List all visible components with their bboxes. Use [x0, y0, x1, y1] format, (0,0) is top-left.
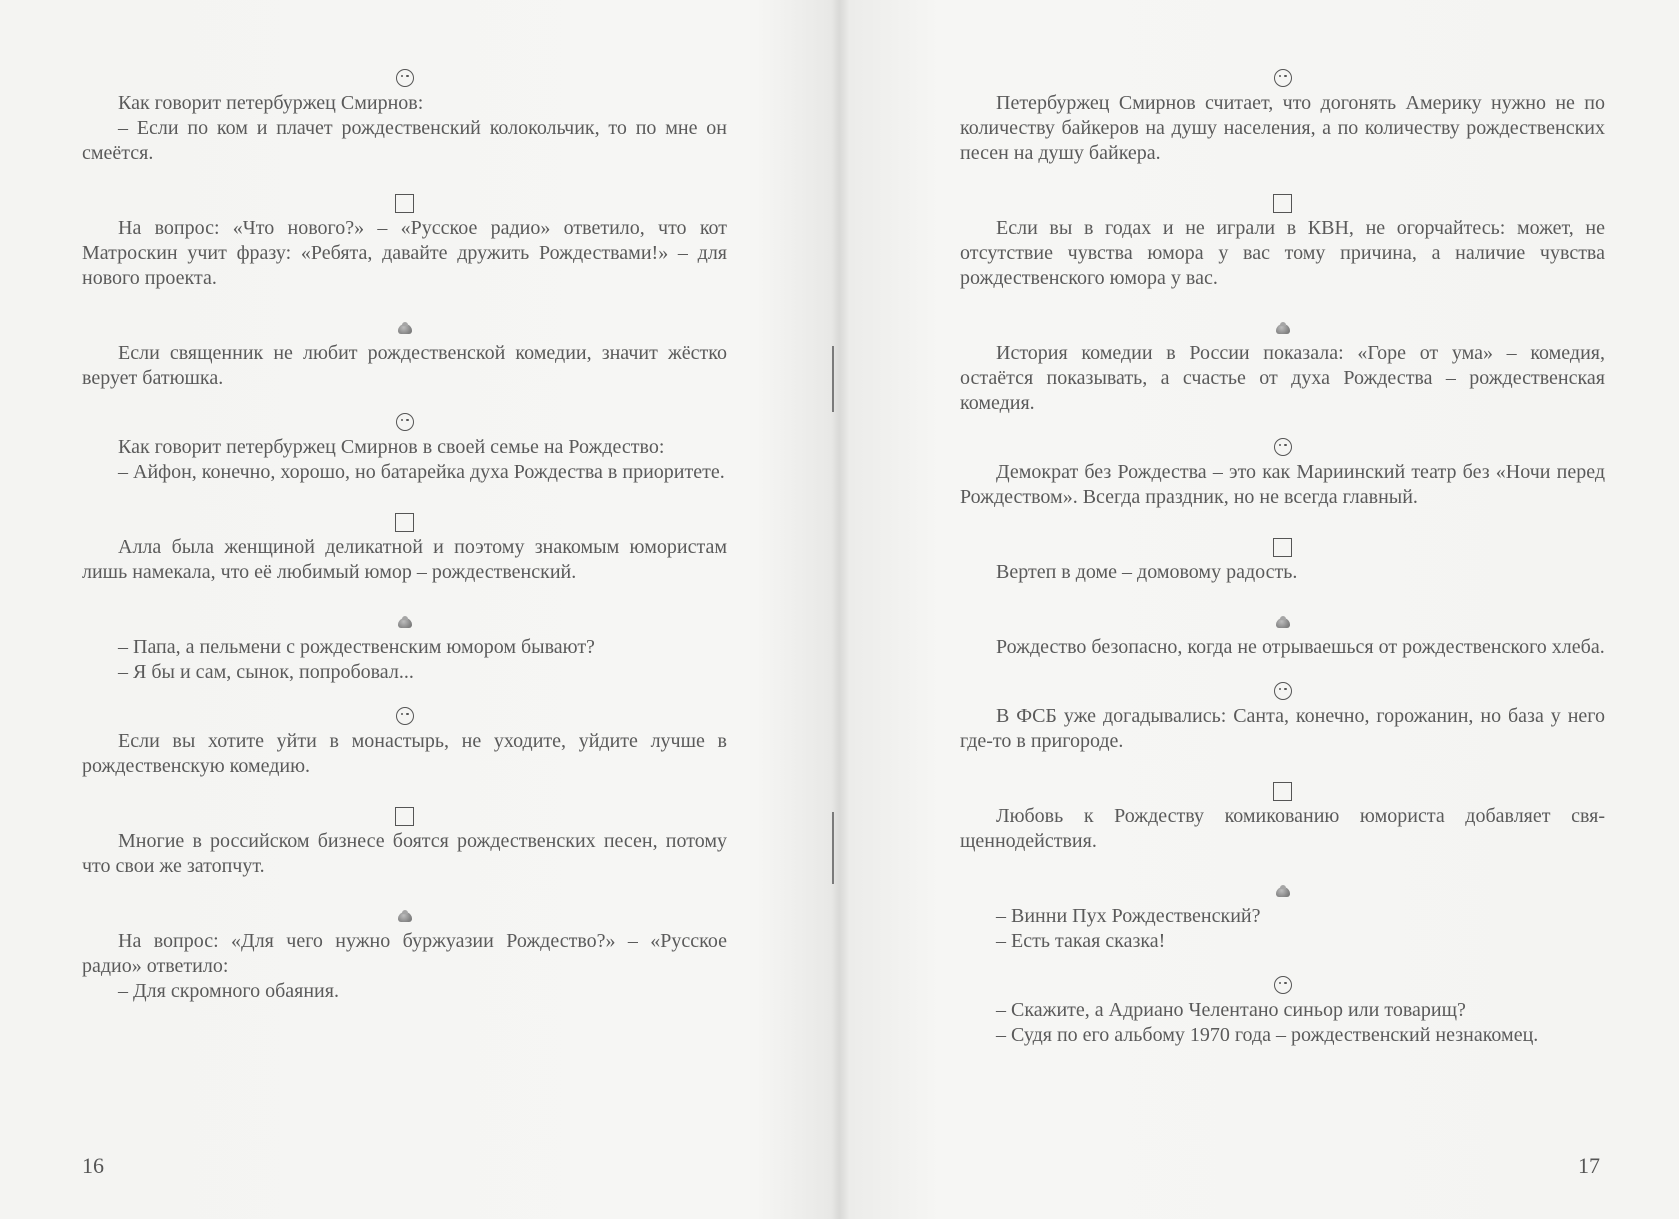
- paragraph: – Айфон, конечно, хорошо, но батарейка духа Рождества в приоритете.: [118, 461, 725, 483]
- joke-entry: [960, 341, 1605, 416]
- paragraph: – Скажите, а Адриано Челентано синьор или товарищ?: [996, 999, 1466, 1021]
- separator: [960, 678, 1605, 704]
- paragraph: На вопрос: «Что нового?» – «Русское радио» ответило, что кот Матроскин учит фразу: «Ребята, давайте дружить Рождествами!» – для нового проекта.: [82, 217, 727, 289]
- joke-entry: [82, 341, 727, 391]
- separator: [82, 190, 727, 216]
- page-number: 16: [82, 1153, 104, 1178]
- joke-entry: [960, 635, 1605, 660]
- smile-icon: [1274, 682, 1292, 700]
- smile-icon: [396, 413, 414, 431]
- paragraph: – Для скромного обаяния.: [118, 980, 339, 1002]
- page-number: 17: [1578, 1153, 1600, 1178]
- separator: [960, 778, 1605, 804]
- paragraph: Если вы хотите уйти в монастырь, не уходите, уйдите лучше в рождественскую комедию.: [82, 730, 727, 777]
- paragraph: Как говорит петербуржец Смирнов в своей семье на Рождество:: [118, 436, 665, 458]
- separator: [960, 315, 1605, 341]
- square-icon: [1273, 194, 1292, 213]
- paragraph: Рождество безопасно, когда не отрываешься от рождественского хлеба.: [996, 636, 1605, 658]
- separator: [82, 409, 727, 435]
- separator: [960, 609, 1605, 635]
- separator: [960, 190, 1605, 216]
- paragraph: Если священник не любит рождественской комедии, значит жёстко верует батюшка.: [82, 342, 727, 389]
- square-icon: [395, 807, 414, 826]
- joke-entry: [960, 460, 1605, 510]
- separator: [82, 703, 727, 729]
- joke-entry: [82, 829, 727, 879]
- paragraph: – Винни Пух Рождественский?: [996, 905, 1261, 927]
- paragraph: Алла была женщиной деликатной и поэтому знакомым юмористам лишь намекала, что её любимый юмор – рождественский.: [82, 536, 727, 583]
- smile-icon: [1274, 69, 1292, 87]
- pile-icon: [1274, 885, 1292, 897]
- paragraph: Любовь к Рождеству комикованию юмориста добавляет священнодействия.: [960, 805, 1605, 852]
- paragraph: В ФСБ уже догадывались: Санта, конечно, горожанин, но база у него где-то в пригороде.: [960, 705, 1605, 752]
- joke-entry: [960, 560, 1605, 585]
- joke-entry: [82, 91, 727, 166]
- joke-entry: [960, 804, 1605, 854]
- separator: [960, 534, 1605, 560]
- separator: [82, 65, 727, 91]
- pile-icon: [396, 616, 414, 628]
- separator: [960, 65, 1605, 91]
- separator: [82, 609, 727, 635]
- right-page-text: [960, 64, 1605, 1048]
- smile-icon: [396, 69, 414, 87]
- separator: [960, 878, 1605, 904]
- paragraph: Если вы в годах и не играли в КВН, не огорчайтесь: может, не отсутствие чувства юмора у вас тому причина, а наличие чувства рождественского юмора у вас.: [960, 217, 1605, 289]
- joke-entry: [960, 91, 1605, 166]
- separator: [82, 509, 727, 535]
- joke-entry: [82, 635, 727, 685]
- joke-entry: [82, 435, 727, 485]
- joke-entry: [960, 904, 1605, 954]
- paragraph: Многие в российском бизнесе боятся рождественских песен, потому что свои же затопчут.: [82, 830, 727, 877]
- joke-entry: [960, 216, 1605, 291]
- square-icon: [1273, 538, 1292, 557]
- left-page-text: [82, 64, 727, 1004]
- smile-icon: [1274, 438, 1292, 456]
- paragraph: Как говорит петербуржец Смирнов:: [118, 92, 424, 114]
- paragraph: История комедии в России показала: «Горе от ума» – комедия, остаётся показывать, а счастье от духа Рождества – рождественская комедия.: [960, 342, 1605, 414]
- joke-entry: [82, 929, 727, 1004]
- pile-icon: [396, 910, 414, 922]
- paragraph: Петербуржец Смирнов считает, что догонять Америку нужно не по количеству байкеров на душу населения, а по количеству рождественских песен на душу байкера.: [960, 92, 1605, 164]
- separator: [82, 315, 727, 341]
- paragraph: – Папа, а пельмени с рождественским юмором бывают?: [118, 636, 595, 658]
- separator: [82, 803, 727, 829]
- square-icon: [395, 194, 414, 213]
- smile-icon: [1274, 976, 1292, 994]
- paragraph: – Есть такая сказка!: [996, 930, 1166, 952]
- paragraph: Вертеп в доме – домовому радость.: [996, 561, 1298, 583]
- joke-entry: [82, 729, 727, 779]
- paragraph: – Если по ком и плачет рождественский колокольчик, то по мне он смеётся.: [82, 117, 727, 164]
- paragraph: На вопрос: «Для чего нужно буржуазии Рождество?» – «Русское радио» ответило:: [82, 930, 727, 977]
- pile-icon: [396, 322, 414, 334]
- square-icon: [1273, 782, 1292, 801]
- joke-entry: [82, 535, 727, 585]
- square-icon: [395, 513, 414, 532]
- separator: [960, 434, 1605, 460]
- pile-icon: [1274, 322, 1292, 334]
- paragraph: Демократ без Рождества – это как Мариинский театр без «Ночи перед Рождеством». Всегда праздник, но не всегда главный.: [960, 461, 1605, 508]
- paragraph: – Я бы и сам, сынок, попробовал...: [118, 661, 414, 683]
- smile-icon: [396, 707, 414, 725]
- joke-entry: [960, 704, 1605, 754]
- separator: [82, 903, 727, 929]
- pile-icon: [1274, 616, 1292, 628]
- left-page: [0, 0, 839, 1219]
- right-page: [840, 0, 1679, 1219]
- joke-entry: [82, 216, 727, 291]
- paragraph: – Судя по его альбому 1970 года – рождественский незнакомец.: [996, 1024, 1539, 1046]
- separator: [960, 972, 1605, 998]
- joke-entry: [960, 998, 1605, 1048]
